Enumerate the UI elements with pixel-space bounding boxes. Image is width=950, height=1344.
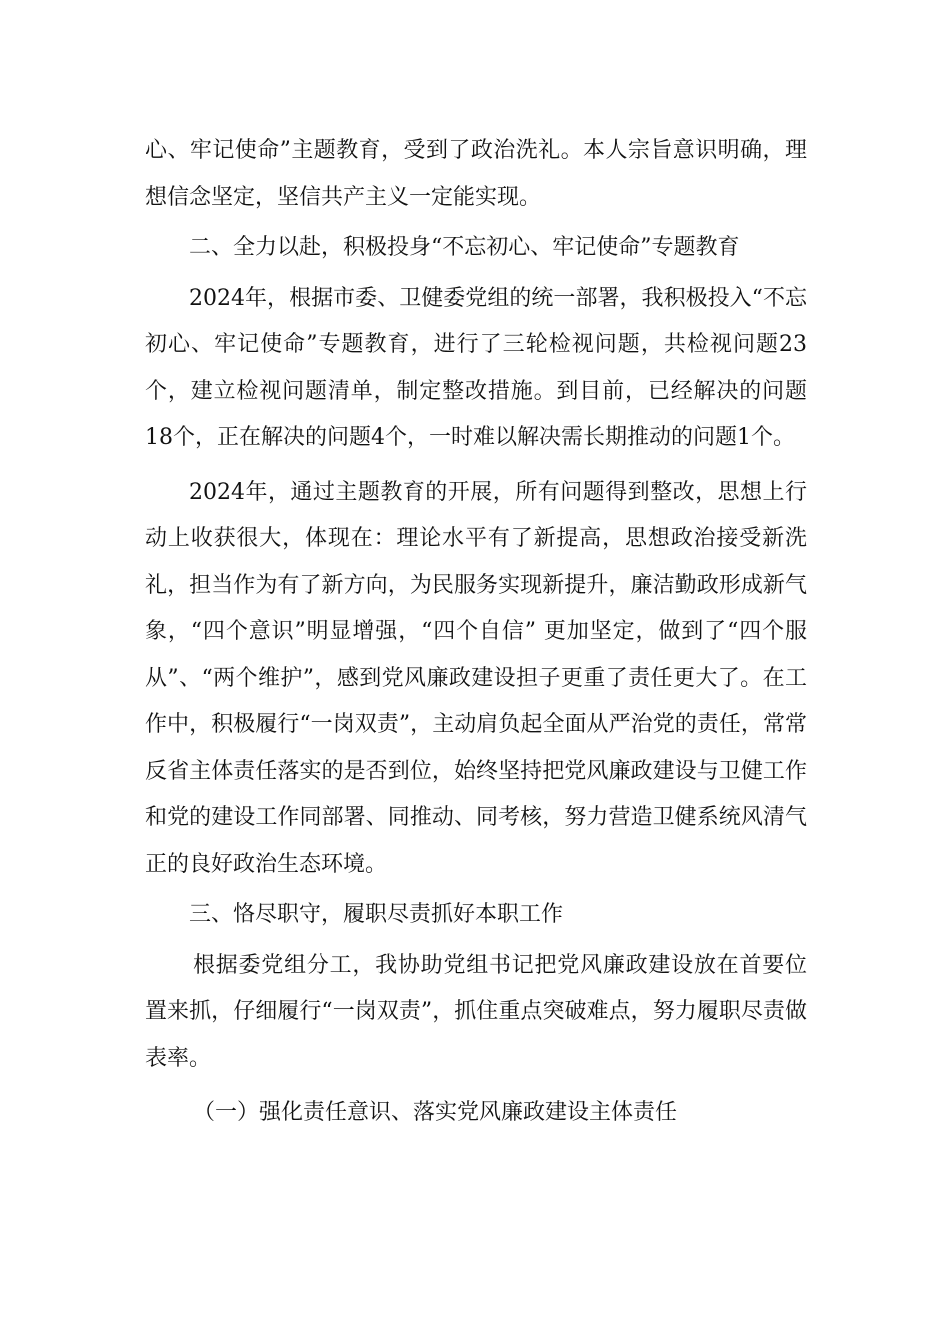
paragraph-special-education: 2024年，根据市委、卫健委党组的统一部署，我积极投入“不忘初心、牢记使命”专题教育，进行了三轮检视问题，共检视问题23个，建立检视问题清单，制定整改措施。到目前，已经解决的问题18个，正在解决的问题4个，一时难以解决需长期推动的问题1个。 (145, 285, 807, 450)
subsection-heading-1: （一）强化责任意识、落实党风廉政建设主体责任 (193, 1100, 678, 1125)
document-body (145, 128, 807, 1137)
paragraph-duty: 根据委党组分工，我协助党组书记把党风廉政建设放在首要位置来抓，仔细履行“一岗双责”，抓住重点突破难点，努力履职尽责做表率。 (145, 952, 807, 1071)
paragraph-education-results: 2024年，通过主题教育的开展，所有问题得到整改，思想上行动上收获很大，体现在：理论水平有了新提高，思想政治接受新洗礼，担当作为有了新方向，为民服务实现新提升，廉洁勤政形成新气象，“四个意识”明显增强，“四个自信” 更加坚定，做到了“四个服从”、“两个维护”，感到党风廉政建设担子更重了责任更大了。在工作中，积极履行“一岗双责”，主动肩负起全面从严治党的责任，常常反省主体责任落实的是否到位，始终坚持把党风廉政建设与卫健工作和党的建设工作同部署、同推动、同考核，努力营造卫健系统风清气正的良好政治生态环境。 (145, 479, 807, 877)
paragraph-continuation: 心、牢记使命”主题教育，受到了政治洗礼。本人宗旨意识明确，理想信念坚定，坚信共产主义一定能实现。 (145, 138, 807, 210)
section-heading-3: 三、恪尽职守，履职尽责抓好本职工作 (189, 902, 564, 927)
section-heading-2: 二、全力以赴，积极投身“不忘初心、牢记使命”专题教育 (189, 235, 740, 260)
